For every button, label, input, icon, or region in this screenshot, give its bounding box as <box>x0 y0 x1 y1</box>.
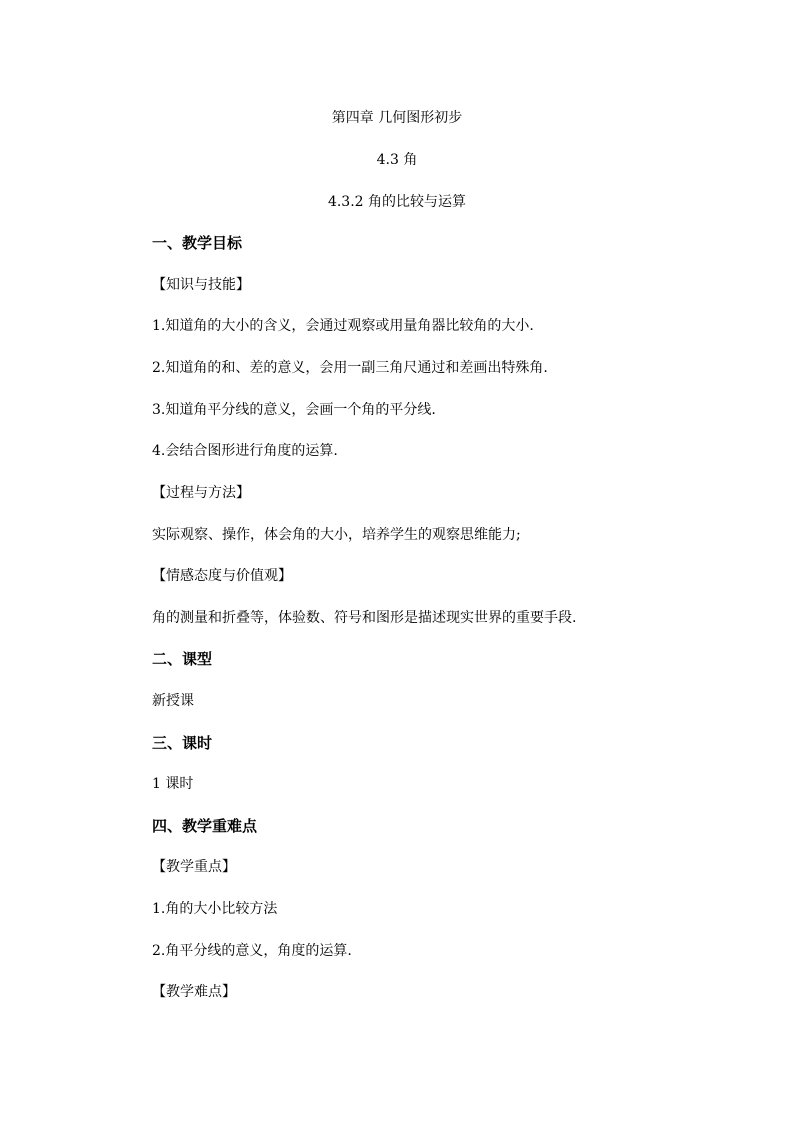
emotion-heading: 【情感态度与价值观】 <box>152 568 292 584</box>
knowledge-item: 2.知道角的和、差的意义，会用一副三角尺通过和差画出特殊角. <box>152 360 548 376</box>
key-point-item: 2.角平分线的意义，角度的运算. <box>152 943 352 959</box>
difficult-heading: 【教学难点】 <box>152 984 236 1000</box>
subsection-title: 4.3.2 角的比较与运算 <box>327 194 467 210</box>
emotion-text: 角的测量和折叠等，体验数、符号和图形是描述现实世界的重要手段. <box>152 610 577 626</box>
section-title: 4.3 角 <box>376 152 418 168</box>
process-text: 实际观察、操作，体会角的大小，培养学生的观察思维能力; <box>152 527 521 543</box>
knowledge-heading: 【知识与技能】 <box>152 277 250 293</box>
knowledge-item: 3.知道角平分线的意义，会画一个角的平分线. <box>152 402 436 418</box>
key-point-item: 1.角的大小比较方法 <box>152 901 278 917</box>
hours-heading: 三、课时 <box>152 734 213 752</box>
chapter-title: 第四章 几何图形初步 <box>331 110 463 126</box>
goals-heading: 一、教学目标 <box>152 234 243 252</box>
key-heading: 四、教学重难点 <box>152 817 258 835</box>
knowledge-item: 4.会结合图形进行角度的运算. <box>152 443 338 459</box>
process-heading: 【过程与方法】 <box>152 485 250 501</box>
type-heading: 二、课型 <box>152 650 213 668</box>
type-text: 新授课 <box>152 693 194 709</box>
hours-text: 1 课时 <box>152 776 194 792</box>
key-points-heading: 【教学重点】 <box>152 859 236 875</box>
knowledge-item: 1.知道角的大小的含义，会通过观察或用量角器比较角的大小. <box>152 318 534 334</box>
